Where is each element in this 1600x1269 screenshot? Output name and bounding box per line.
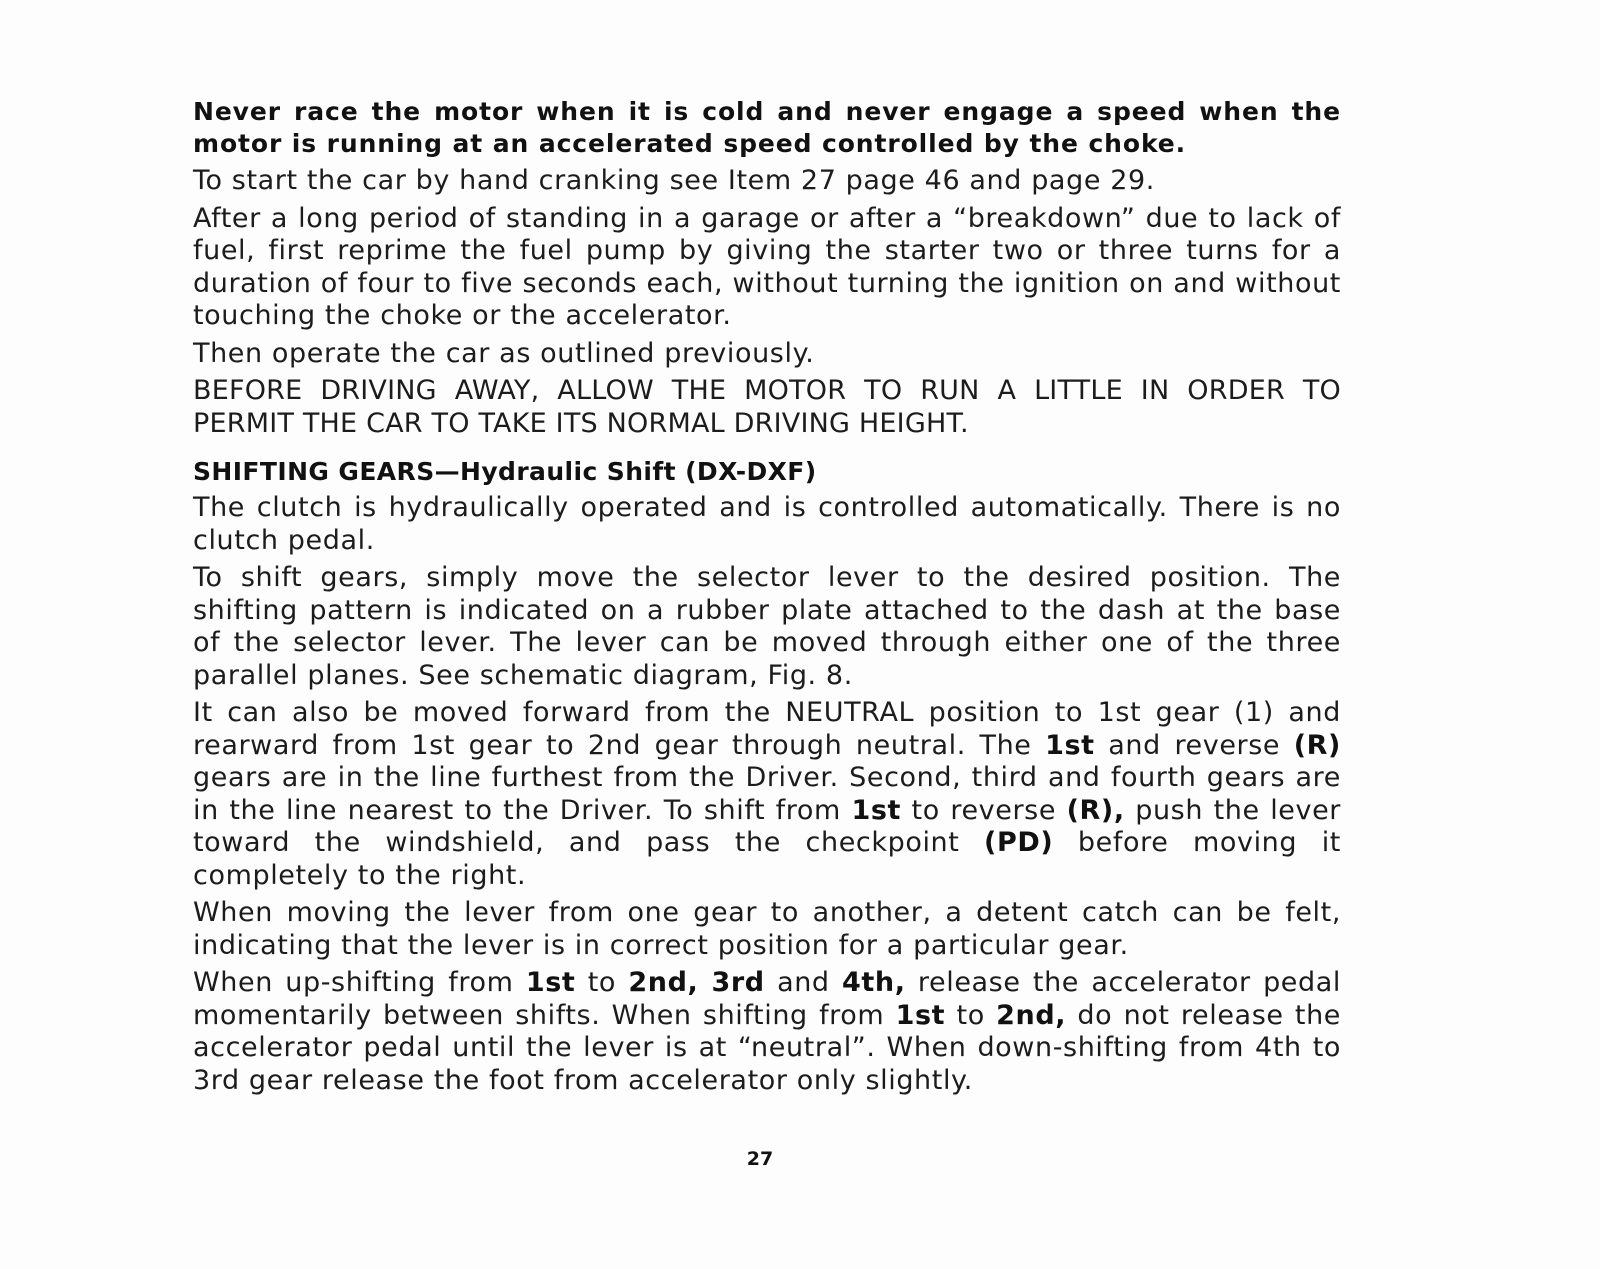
neutral-text-1: It can also be moved forward from the NEUTRAL position to 1st gear (1) and rearward from 1st gear to 2nd gear through neutral. The xyxy=(193,697,1341,761)
neutral-text-5: push the lever toward the windshield, and pass the checkpoint xyxy=(193,794,1341,858)
upshift-bold-2nd-3rd: 2nd, 3rd xyxy=(628,967,765,998)
upshift-text-5: to xyxy=(945,999,997,1031)
hand-cranking-paragraph: To start the car by hand cranking see Item 27 page 46 and page 29. xyxy=(193,165,1155,196)
shift-gears-paragraph: To shift gears, simply move the selector lever to the desired position. The shifting pattern is indicated on a rubber plate attached to the dash at the base of the selector lever. The lever can be moved through either one of the three parallel planes. See schematic diagram, Fig. 8. xyxy=(193,562,1341,691)
neutral-text-2: and reverse xyxy=(1094,729,1294,761)
upshift-bold-1st-2: 1st xyxy=(895,999,946,1031)
neutral-text-6: before moving it completely to the right. xyxy=(193,827,1341,891)
neutral-bold-1st: 1st xyxy=(1045,729,1095,761)
neutral-bold-reverse-2: (R), xyxy=(1066,794,1125,826)
upshift-text-1: When up-shifting from xyxy=(193,967,526,998)
before-driving-notice: BEFORE DRIVING AWAY, ALLOW THE MOTOR TO RUN A LITTLE IN ORDER TO PERMIT THE CAR TO TAKE ITS NORMAL DRIVING HEIGHT. xyxy=(193,375,1341,439)
cold-motor-warning: Never race the motor when it is cold and never engage a speed when the motor is running at an accelerated speed controlled by the choke. xyxy=(193,97,1341,158)
neutral-position-paragraph xyxy=(193,697,1341,892)
upshift-text-2: to xyxy=(575,967,629,998)
page-body xyxy=(193,96,1341,1102)
up-shifting-paragraph xyxy=(193,967,1341,1097)
neutral-text-3: gears are in the line furthest from the Driver. Second, third and fourth gears are in the line nearest to the Driver. To shift from xyxy=(193,762,1341,826)
upshift-bold-2nd: 2nd, xyxy=(996,999,1067,1031)
upshift-text-4: release the accelerator pedal momentarily between shifts. When shifting from xyxy=(193,967,1342,1031)
reprime-fuel-pump-paragraph: After a long period of standing in a garage or after a “breakdown” due to lack of fuel, first reprime the fuel pump by giving the starter two or three turns for a duration of four to five seconds each, without turning the ignition on and without touching the choke or the accelerator. xyxy=(193,202,1341,331)
section-heading-shifting-gears: SHIFTING GEARS—Hydraulic Shift (DX-DXF) xyxy=(193,457,817,486)
neutral-bold-reverse: (R) xyxy=(1293,729,1341,761)
upshift-text-6: do not release the accelerator pedal until the lever is at “neutral”. When down-shifting from 4th to 3rd gear release the foot from accelerator only slightly. xyxy=(193,999,1341,1096)
neutral-bold-checkpoint: (PD) xyxy=(984,827,1054,858)
detent-catch-paragraph: When moving the lever from one gear to another, a detent catch can be felt, indicating that the lever is in correct position for a particular gear. xyxy=(193,897,1341,961)
neutral-bold-1st-2: 1st xyxy=(851,794,902,826)
upshift-bold-1st: 1st xyxy=(525,967,576,998)
page-number: 27 xyxy=(746,1148,774,1170)
operate-car-paragraph: Then operate the car as outlined previously. xyxy=(193,337,815,369)
clutch-paragraph: The clutch is hydraulically operated and is controlled automatically. There is no clutch pedal. xyxy=(193,492,1341,556)
upshift-bold-4th: 4th, xyxy=(842,967,906,998)
neutral-text-4: to reverse xyxy=(901,794,1067,826)
upshift-text-3: and xyxy=(764,967,842,998)
